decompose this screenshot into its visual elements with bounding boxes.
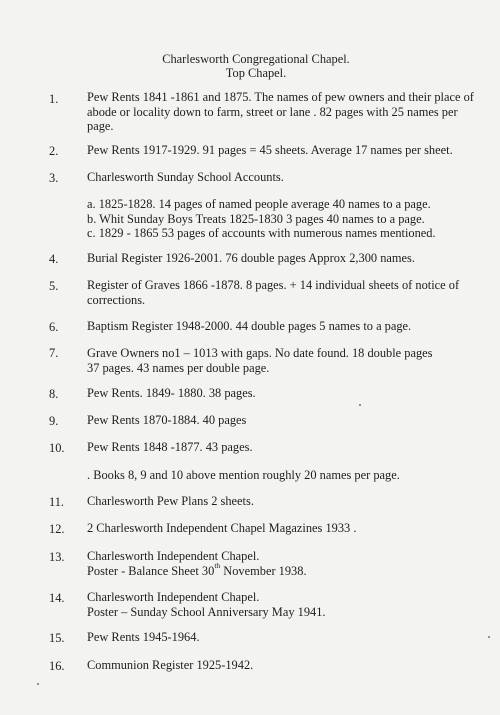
item-text	[87, 549, 472, 578]
item-number: 13.	[49, 550, 65, 564]
item-line: 2 Charlesworth Independent Chapel Magazines 1933 .	[87, 521, 357, 535]
item-number: 12.	[49, 522, 65, 536]
item-text	[87, 413, 472, 428]
item-number: 3.	[49, 171, 59, 185]
ordinal-suffix: th	[214, 561, 221, 571]
item-number: 14.	[49, 591, 65, 605]
item-line: Pew Rents. 1849- 1880. 38 pages.	[87, 386, 256, 400]
item-line: Charlesworth Independent Chapel.	[87, 590, 260, 604]
books-note: . Books 8, 9 and 10 above mention roughly 20 names per page.	[87, 468, 400, 482]
item-line: Poster – Sunday School Anniversary May 1941.	[87, 604, 326, 619]
item-line: 37 pages. 43 names per double page.	[87, 360, 270, 375]
item-text	[87, 521, 472, 536]
item-text	[87, 319, 472, 334]
item-number: 4.	[49, 252, 59, 266]
item-number: 9.	[49, 414, 59, 428]
document-subtitle: Top Chapel.	[225, 66, 287, 80]
item-number: 15.	[49, 631, 65, 645]
item-line: corrections.	[87, 292, 146, 307]
item-text	[87, 170, 472, 185]
item-subline: b. Whit Sunday Boys Treats 1825-1830 3 pages 40 names to a page.	[87, 211, 425, 226]
item-text	[87, 346, 472, 375]
item-number: 11.	[49, 495, 65, 509]
poster-text: November 1938.	[220, 563, 307, 578]
item-line: Communion Register 1925-1942.	[87, 658, 254, 672]
item-number: 7.	[49, 346, 59, 360]
item-text	[87, 440, 472, 455]
item-number: 5.	[49, 279, 59, 293]
item-line: Pew Rents 1870-1884. 40 pages	[87, 413, 247, 427]
item-line: Pew Rents 1848 -1877. 43 pages.	[87, 440, 253, 454]
item-number: 1.	[49, 92, 59, 106]
item-text	[87, 278, 472, 307]
item-text	[87, 251, 472, 266]
item-number: 2.	[49, 144, 59, 158]
scan-speck	[37, 683, 39, 685]
item-line: Charlesworth Sunday School Accounts.	[87, 170, 284, 184]
document-title: Charlesworth Congregational Chapel.	[162, 52, 350, 66]
item-text	[87, 386, 472, 401]
item-line: page.	[87, 119, 114, 133]
item-number: 16.	[49, 659, 65, 673]
item-subline: c. 1829 - 1865 53 pages of accounts with numerous names mentioned.	[87, 226, 436, 240]
item-line: Baptism Register 1948-2000. 44 double pages 5 names to a page.	[87, 319, 412, 333]
item-line: Burial Register 1926-2001. 76 double pages Approx 2,300 names.	[87, 251, 415, 265]
item-line: Pew Rents 1917-1929. 91 pages = 45 sheets. Average 17 names per sheet.	[87, 143, 453, 157]
item-sublist	[87, 197, 472, 241]
item-text	[87, 143, 472, 158]
item-number: 6.	[49, 320, 59, 334]
item-text	[87, 630, 472, 645]
item-number: 10.	[49, 441, 65, 455]
item-line: Charlesworth Independent Chapel.	[87, 549, 260, 563]
poster-text: Poster - Balance Sheet 30	[87, 563, 215, 578]
item-line: Charlesworth Pew Plans 2 sheets.	[87, 494, 254, 508]
scan-speck	[488, 636, 490, 638]
item-line: Pew Rents 1945-1964.	[87, 630, 200, 644]
item-text	[87, 494, 472, 509]
item-line: Register of Graves 1866 -1878. 8 pages. + 14 individual sheets of notice of	[87, 278, 460, 292]
item-subline: a. 1825-1828. 14 pages of named people average 40 names to a page.	[87, 197, 431, 211]
item-text	[87, 590, 472, 619]
item-line	[87, 561, 472, 579]
item-text	[87, 658, 472, 673]
item-line: abode or locality down to farm, street or lane . 82 pages with 25 names per	[87, 104, 458, 119]
item-text	[87, 90, 472, 134]
scan-speck	[359, 404, 361, 406]
item-line: Grave Owners no1 – 1013 with gaps. No date found. 18 double pages	[87, 346, 433, 360]
item-line: Pew Rents 1841 -1861 and 1875. The names of pew owners and their place of	[87, 90, 474, 104]
item-number: 8.	[49, 387, 59, 401]
